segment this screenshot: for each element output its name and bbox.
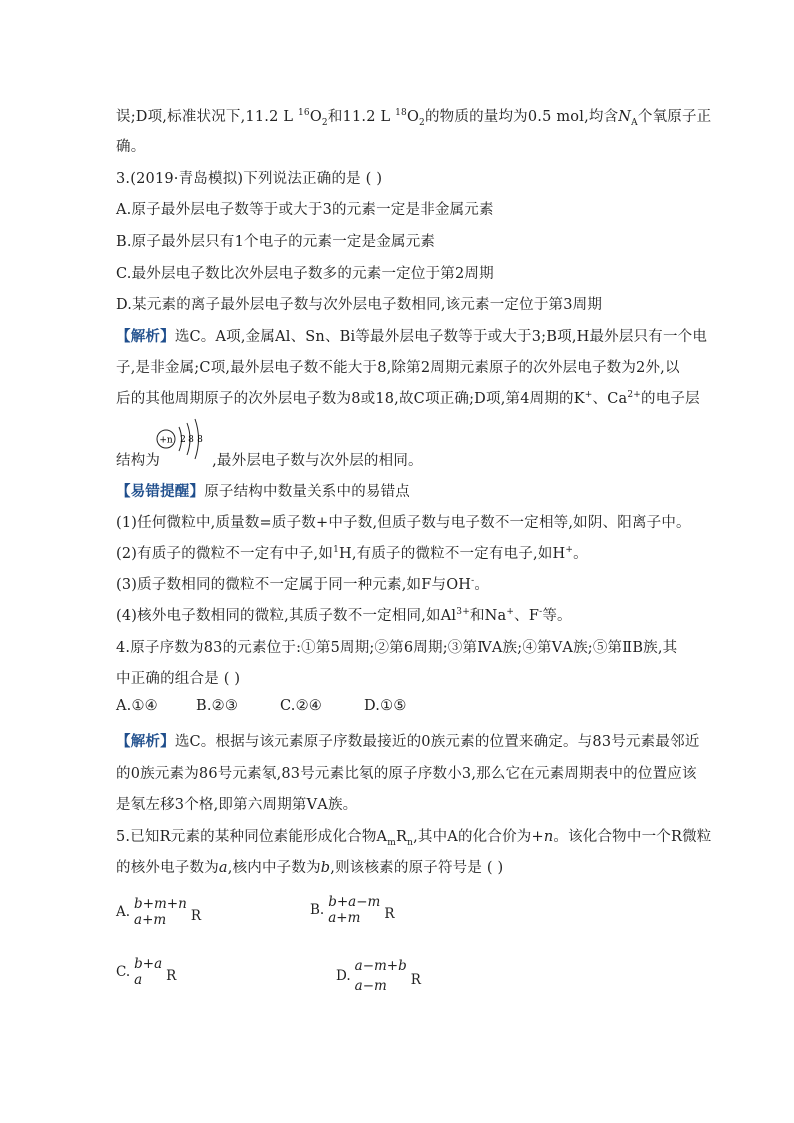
mass-number-over-atomic-number: b+a−m a+m — [328, 894, 381, 926]
question-5-stem-1: 5.已知R元素的某种同位素能形成化合物$A_mR_n$,其中A的化合价为+n。该化合物中一个R微粒 — [116, 829, 712, 848]
text-line-1: 误;D项,标准状况下,11.2 L $^{16}O_2$和11.2 L $^{18}O_2$的物质的量均为0.5 mol,均含$N_A$个氧原子正 — [116, 108, 712, 128]
question-4-option-a: A.①④ — [116, 698, 158, 714]
tip-item-4: (4)核外电子数相同的微粒,其质子数不一定相同,如$Al^{3+}$和Na+、F-等。 — [116, 607, 572, 624]
question-3-option-a: A.原子最外层电子数等于或大于3的元素一定是非金属元素 — [116, 202, 494, 218]
question-5-option-b: B. b+a−m a+m R — [310, 894, 395, 926]
tip-item-2: (2)有质子的微粒不一定有中子,如$^1$H,有质子的微粒不一定有电子,如H+。 — [116, 545, 588, 562]
question-3-option-d: D.某元素的离子最外层电子数与次外层电子数相同,该元素一定位于第3周期 — [116, 297, 603, 313]
mass-number-over-atomic-number: b+m+n a+m — [134, 896, 187, 928]
tip-heading: 【易错提醒】原子结构中数量关系中的易错点 — [116, 483, 411, 500]
explanation-tag: 【解析】 — [116, 733, 175, 750]
question-3-stem: 3.(2019·青岛模拟)下列说法正确的是 ( ) — [116, 171, 383, 187]
question-4-option-b: B.②③ — [196, 698, 239, 714]
atom-structure-diagram — [155, 415, 211, 463]
question-4-option-d: D.①⑤ — [364, 698, 407, 714]
question-5-option-c: C. b+a a R — [116, 956, 177, 988]
shell-count-2: 8 — [188, 435, 194, 445]
question-5-stem-2: 的核外电子数为a,核内中子数为b,则该核素的原子符号是 ( ) — [116, 860, 504, 876]
shell-count-1: 2 — [180, 435, 186, 445]
question-3-option-c: C.最外层电子数比次外层电子数多的元素一定位于第2周期 — [116, 266, 494, 282]
tip-tag: 【易错提醒】 — [116, 483, 205, 500]
mass-number-over-atomic-number: a−m+b a−m — [354, 958, 407, 994]
shell-count-3: 8 — [197, 435, 203, 445]
explanation-4-line-2: 的0族元素为86号元素氡,83号元素比氡的原子序数小3,那么它在元素周期表中的位置应该 — [116, 766, 697, 782]
question-4-stem-2: 中正确的组合是 ( ) — [116, 671, 241, 687]
explanation-3-line-3: 后的其他周期原子的次外层电子数为8或18,故C项正确;D项,第4周期的K+、$Ca^{2+}$的电子层 — [116, 390, 700, 407]
nucleus-charge: +n — [159, 435, 173, 446]
question-4-options — [116, 698, 407, 714]
tip-item-1: (1)任何微粒中,质量数=质子数+中子数,但质子数与电子数不一定相等,如阴、阳离子中。 — [116, 515, 691, 531]
question-5-option-d: D. a−m+b a−m R — [336, 958, 421, 994]
explanation-4-line-3: 是氡左移3个格,即第六周期第ⅤA族。 — [116, 797, 358, 813]
explanation-4-line-1: 【解析】选C。根据与该元素原子序数最接近的0族元素的位置来确定。与83号元素最邻近 — [116, 733, 700, 750]
question-4-option-c: C.②④ — [280, 698, 322, 714]
explanation-tag: 【解析】 — [116, 328, 175, 345]
explanation-3-line-1: 【解析】选C。A项,金属Al、Sn、Bi等最外层电子数等于或大于3;B项,H最外层只有一个电 — [116, 328, 708, 345]
tip-item-3: (3)质子数相同的微粒不一定属于同一种元素,如F与OH-。 — [116, 576, 490, 593]
explanation-3-line-4: 结构为 ,最外层电子数与次外层的相同。 — [116, 453, 423, 469]
question-5-option-a: A. b+m+n a+m R — [116, 896, 201, 928]
explanation-3-line-2: 子,是非金属;C项,最外层电子数不能大于8,除第2周期元素原子的次外层电子数为2外,以 — [116, 360, 680, 376]
question-4-stem-1: 4.原子序数为83的元素位于:①第5周期;②第6周期;③第ⅣA族;④第ⅤA族;⑤第ⅡB族,其 — [116, 640, 678, 656]
text-line-2: 确。 — [116, 139, 146, 155]
question-3-option-b: B.原子最外层只有1个电子的元素一定是金属元素 — [116, 234, 436, 250]
mass-number-over-atomic-number: b+a a — [134, 956, 163, 988]
